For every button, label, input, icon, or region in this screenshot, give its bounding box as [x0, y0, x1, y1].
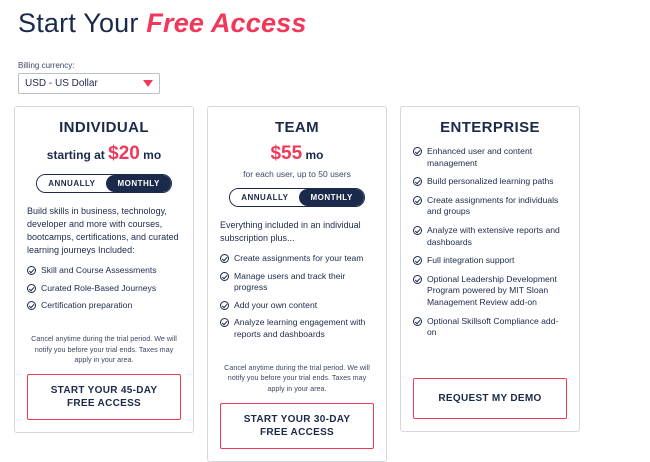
billing-currency-value: USD - US Dollar: [25, 78, 98, 89]
billing-currency-select[interactable]: [18, 73, 160, 94]
feature-label: Optional Leadership Development Program powered by MIT Sloan Management Review add-on: [427, 273, 557, 307]
start-free-access-button-team[interactable]: [220, 403, 374, 449]
list-item: [27, 283, 181, 295]
feature-label: Curated Role-Based Journeys: [41, 282, 157, 293]
check-circle-icon: [27, 301, 36, 310]
list-item: [220, 253, 374, 265]
feature-label: Full integration support: [427, 255, 515, 266]
check-circle-icon: [413, 177, 422, 186]
plan-name: ENTERPRISE: [440, 119, 540, 136]
billing-currency-group: [18, 61, 636, 94]
feature-label: Build personalized learning paths: [427, 176, 554, 187]
plan-price-amount: $20: [108, 143, 140, 164]
check-circle-icon: [27, 266, 36, 275]
feature-label: Manage users and track their progress: [234, 270, 346, 293]
cta-line-2: FREE ACCESS: [66, 398, 142, 410]
plan-feature-list: [220, 253, 374, 347]
feature-label: Create assignments for individuals and groups: [427, 194, 559, 217]
check-circle-icon: [413, 317, 422, 326]
page-title: [18, 8, 636, 39]
check-circle-icon: [220, 301, 229, 310]
check-circle-icon: [413, 226, 422, 235]
plan-price-prefix: starting at: [46, 148, 109, 162]
list-item: [413, 146, 567, 169]
list-item: [27, 300, 181, 312]
list-item: [413, 195, 567, 218]
check-circle-icon: [220, 254, 229, 263]
billing-currency-label: Billing currency:: [18, 61, 75, 70]
plan-card-individual: [14, 106, 194, 433]
list-item: [413, 176, 567, 188]
billing-period-toggle[interactable]: [36, 174, 172, 193]
plan-price-period: mo: [302, 148, 324, 162]
plan-card-enterprise: [400, 106, 580, 432]
check-circle-icon: [27, 284, 36, 293]
feature-label: Analyze with extensive reports and dashboards: [427, 224, 560, 247]
feature-label: Enhanced user and content management: [427, 146, 533, 168]
pricing-page: [0, 8, 650, 438]
plan-price-subtext: for each user, up to 50 users: [243, 168, 351, 179]
plan-price-period: mo: [139, 148, 162, 162]
feature-label: Analyze learning engagement with reports and dashboards: [234, 317, 366, 339]
cta-line-2: FREE ACCESS: [259, 426, 335, 438]
request-demo-button[interactable]: REQUEST MY DEMO: [413, 378, 567, 419]
start-free-access-button-individual[interactable]: [27, 374, 181, 420]
plan-feature-list: [27, 265, 181, 318]
feature-label: Certification preparation: [41, 300, 133, 311]
check-circle-icon: [220, 318, 229, 327]
chevron-down-icon: [143, 80, 153, 87]
plan-fineprint: Cancel anytime during the trial period. We will notify you before your trial ends. Taxes may apply in your area.: [224, 362, 370, 394]
toggle-option-monthly[interactable]: MONTHLY: [106, 175, 170, 192]
list-item: [413, 274, 567, 309]
toggle-option-annually[interactable]: ANNUALLY: [230, 189, 299, 206]
cta-line-1: START YOUR 45-DAY: [50, 385, 158, 397]
plan-price-amount: $55: [270, 143, 303, 164]
feature-label: Optional Skillsoft Compliance add-on: [427, 315, 559, 338]
list-item: [27, 265, 181, 277]
cta-line-1: START YOUR 30-DAY: [243, 413, 351, 425]
list-item: [413, 225, 567, 248]
list-item: [220, 271, 374, 294]
plan-card-team: [207, 106, 387, 462]
list-item: [413, 316, 567, 339]
plan-fineprint: Cancel anytime during the trial period. We will notify you before your trial ends. Taxes may apply in your area.: [31, 333, 177, 365]
check-circle-icon: [413, 275, 422, 284]
billing-period-toggle[interactable]: [229, 188, 365, 207]
feature-label: Add your own content: [234, 299, 318, 310]
plan-description: Build skills in business, technology, developer and more with courses, bootcamps, certifications, and curated learning journeys Included:: [27, 205, 179, 256]
list-item: [413, 255, 567, 267]
plan-card-row: [14, 106, 636, 462]
plan-feature-list: [413, 146, 567, 346]
plan-name: INDIVIDUAL: [59, 119, 149, 136]
feature-label: Skill and Course Assessments: [41, 265, 157, 276]
check-circle-icon: [220, 272, 229, 281]
plan-price: [27, 144, 181, 165]
page-title-plain: Start Your: [18, 8, 147, 38]
plan-name: TEAM: [274, 119, 320, 136]
check-circle-icon: [413, 147, 422, 156]
check-circle-icon: [413, 256, 422, 265]
feature-label: Create assignments for your team: [234, 252, 364, 263]
plan-description: Everything included in an individual subscription plus...: [220, 219, 361, 243]
plan-price: [220, 144, 374, 165]
toggle-option-monthly[interactable]: MONTHLY: [299, 189, 363, 206]
list-item: [220, 300, 374, 312]
toggle-option-annually[interactable]: ANNUALLY: [37, 175, 106, 192]
check-circle-icon: [413, 196, 422, 205]
page-title-accent: Free Access: [146, 8, 307, 38]
list-item: [220, 317, 374, 340]
